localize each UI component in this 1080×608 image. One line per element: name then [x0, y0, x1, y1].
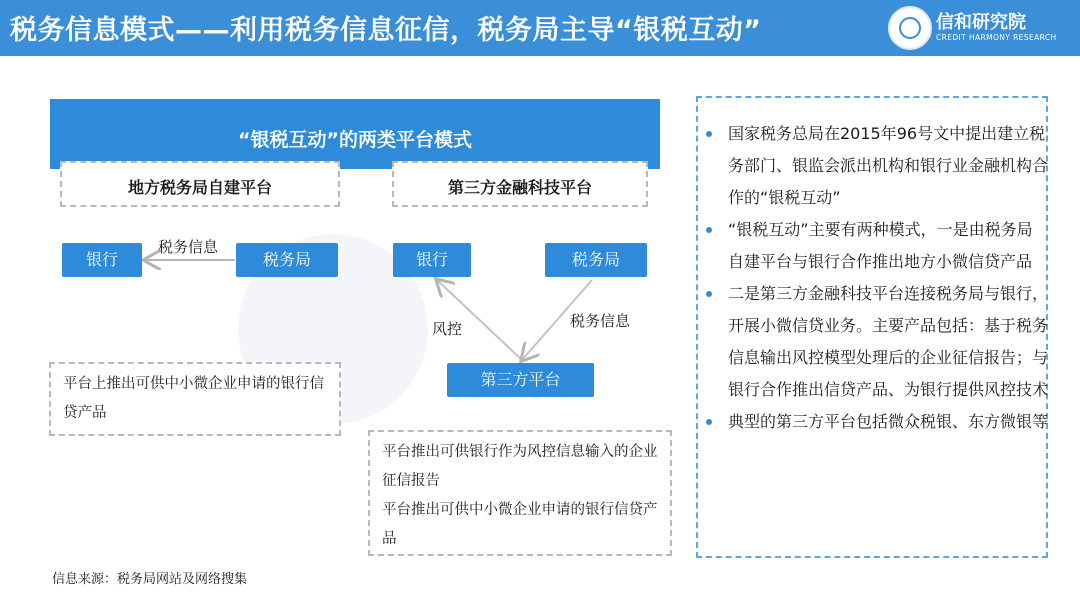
left-edge-label-tax-info: 税务信息 [158, 238, 219, 256]
bullet-text: 典型的第三方平台包括微众税银、东方微银等 [728, 412, 1049, 431]
bullet-item [728, 406, 1048, 438]
bullet-dot-icon [706, 291, 712, 297]
diagram-title: “银税互动”的两类平台模式 [238, 129, 472, 151]
bullet-text: 国家税务总局在2015年96号文中提出建立税务部门、银监会派出机构和银行业金融机构合作的“银税互动” [728, 124, 1049, 207]
right-platform-desc-2: 平台推出可供中小微企业申请的银行信贷产品 [382, 502, 658, 547]
right-tax-bureau-node: 税务局 [545, 243, 647, 277]
source-note: 信息来源：税务局网站及网络搜集 [52, 572, 248, 587]
left-platform-desc-box [49, 362, 341, 436]
bullet-dot-icon [706, 419, 712, 425]
right-platform-title: 第三方金融科技平台 [447, 178, 592, 197]
summary-box [696, 96, 1048, 558]
right-bank-node: 银行 [393, 243, 471, 277]
bullet-text: “银税互动”主要有两种模式，一是由税务局自建平台与银行合作推出地方小微信贷产品 [728, 220, 1033, 271]
bullet-item [728, 118, 1048, 214]
right-platform-desc-box [368, 430, 672, 556]
summary-bullet-list [728, 118, 1048, 438]
brand-subtitle: CREDIT HARMONY RESEARCH [936, 33, 1057, 42]
bullet-dot-icon [706, 131, 712, 137]
left-platform-desc: 平台上推出可供中小微企业申请的银行信贷产品 [63, 376, 324, 421]
left-bank-node: 银行 [62, 243, 142, 277]
bullet-item [728, 214, 1048, 278]
bullet-item [728, 278, 1048, 406]
left-platform-title: 地方税务局自建平台 [127, 178, 272, 197]
left-tax-bureau-node: 税务局 [236, 243, 338, 277]
bullet-text: 二是第三方金融科技平台连接税务局与银行，开展小微信贷业务。主要产品包括：基于税务信息输出风控模型处理后的企业征信报告；与银行合作推出信贷产品、为银行提供风控技术 [728, 284, 1049, 399]
bullet-dot-icon [706, 227, 712, 233]
third-party-platform-node: 第三方平台 [447, 363, 594, 397]
edge-label-risk-control: 风控 [432, 320, 463, 338]
brand-name: 信和研究院 [936, 12, 1026, 33]
right-platform-desc-1: 平台推出可供银行作为风控信息输入的企业征信报告 [382, 444, 658, 489]
edge-label-tax-info: 税务信息 [570, 312, 631, 330]
page-title: 税务信息模式——利用税务信息征信，税务局主导“银税互动” [10, 15, 762, 46]
